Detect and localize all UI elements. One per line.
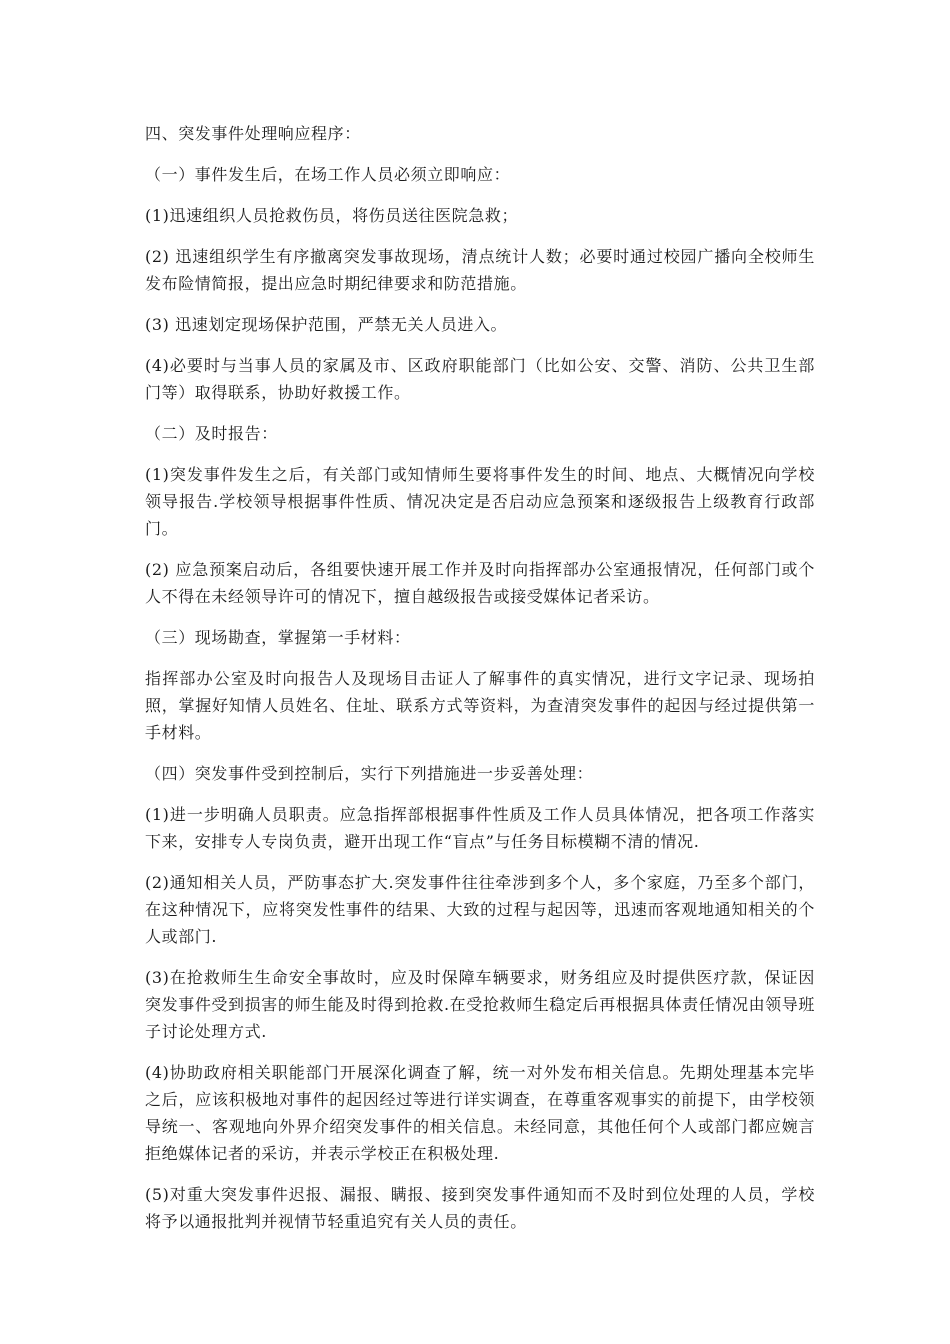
subsection-heading-1: （一）事件发生后，在场工作人员必须立即响应：: [145, 165, 511, 184]
paragraph: 指挥部办公室及时向报告人及现场目击证人了解事件的真实情况，进行文字记录、现场拍照，掌握好知情人员姓名、住址、联系方式等资料，为查清突发事件的起因与经过提供第一手材料。: [145, 669, 815, 742]
subsection-heading-2: （二）及时报告：: [145, 424, 278, 443]
paragraph: (2) 迅速组织学生有序撤离突发事故现场，清点统计人数；必要时通过校园广播向全校师生发布险情简报，提出应急时期纪律要求和防范措施。: [145, 247, 815, 293]
paragraph: (4)必要时与当事人员的家属及市、区政府职能部门（比如公安、交警、消防、公共卫生部门等）取得联系，协助好救援工作。: [145, 356, 815, 402]
paragraph: (1)迅速组织人员抢救伤员，将伤员送往医院急救；: [145, 206, 519, 225]
paragraph: (4)协助政府相关职能部门开展深化调查了解，统一对外发布相关信息。先期处理基本完毕之后，应该积极地对事件的起因经过等进行详实调查，在尊重客观事实的前提下，由学校领导统一、客观地向外界介绍突发事件的相关信息。未经同意，其他任何个人或部门都应婉言拒绝媒体记者的采访，并表示学校正在积极处理.: [145, 1063, 815, 1163]
paragraph: (3) 迅速划定现场保护范围，严禁无关人员进入。: [145, 315, 508, 334]
section-heading-4: 四、突发事件处理响应程序：: [145, 124, 361, 143]
document-body: [145, 120, 815, 1249]
paragraph: (2) 应急预案启动后，各组要快速开展工作并及时向指挥部办公室通报情况，任何部门或个人不得在未经领导许可的情况下，擅自越级报告或接受媒体记者采访。: [145, 560, 815, 606]
paragraph: (2)通知相关人员，严防事态扩大.突发事件往往牵涉到多个人，多个家庭，乃至多个部门，在这种情况下，应将突发性事件的结果、大致的过程与起因等，迅速而客观地通知相关的个人或部门.: [145, 873, 815, 946]
paragraph: (1)进一步明确人员职责。应急指挥部根据事件性质及工作人员具体情况，把各项工作落实下来，安排专人专岗负责，避开出现工作“盲点”与任务目标模糊不清的情况.: [145, 805, 815, 851]
subsection-heading-4: （四）突发事件受到控制后，实行下列措施进一步妥善处理：: [145, 764, 594, 783]
paragraph: (1)突发事件发生之后，有关部门或知情师生要将事件发生的时间、地点、大概情况向学校领导报告.学校领导根据事件性质、情况决定是否启动应急预案和逐级报告上级教育行政部门。: [145, 465, 815, 538]
paragraph: (3)在抢救师生生命安全事故时，应及时保障车辆要求，财务组应及时提供医疗款，保证因突发事件受到损害的师生能及时得到抢救.在受抢救师生稳定后再根据具体责任情况由领导班子讨论处理方式.: [145, 968, 815, 1041]
subsection-heading-3: （三）现场勘查，掌握第一手材料：: [145, 628, 411, 647]
paragraph: (5)对重大突发事件迟报、漏报、瞒报、接到突发事件通知而不及时到位处理的人员，学校将予以通报批判并视情节轻重追究有关人员的责任。: [145, 1185, 815, 1231]
